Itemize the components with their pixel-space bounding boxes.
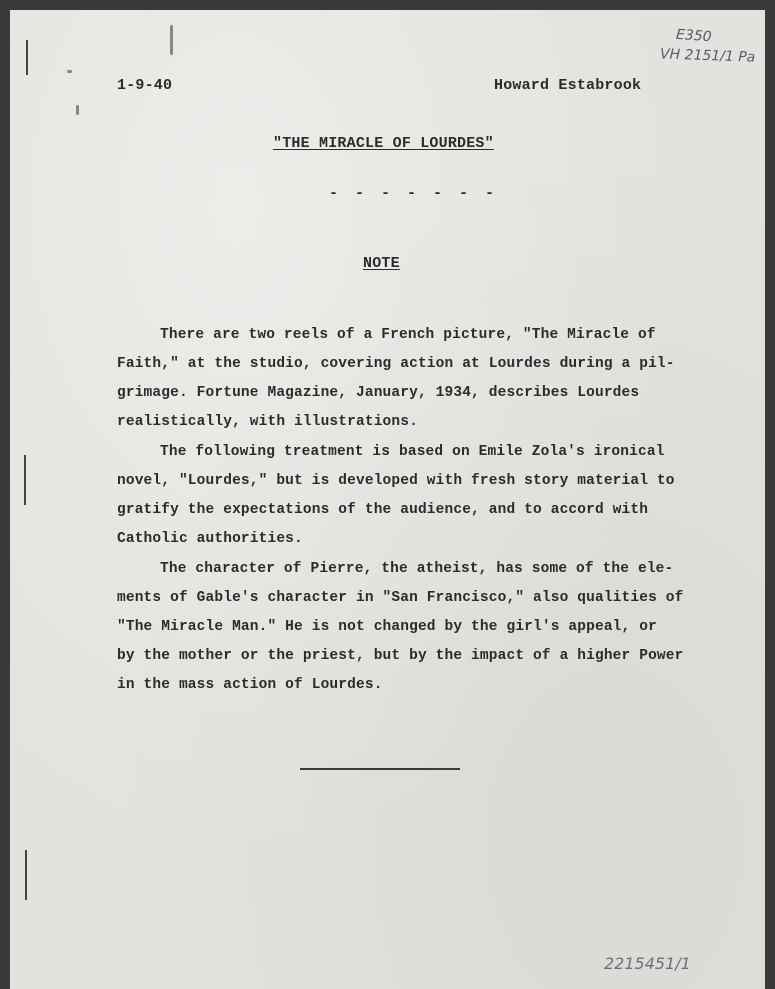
document-author: Howard Estabrook <box>494 77 642 94</box>
staple-mark-bottom <box>25 850 27 900</box>
archive-annotation: VH 2151/1 Pa <box>659 46 756 66</box>
archive-number: 2215451/1 <box>604 954 691 973</box>
body-line: Faith," at the studio, covering action at Lourdes during a pil- <box>117 356 675 372</box>
document-page <box>10 10 765 989</box>
body-line: in the mass action of Lourdes. <box>117 677 383 693</box>
section-heading: NOTE <box>363 255 400 272</box>
staple-mark-top <box>26 40 28 75</box>
margin-mark <box>170 25 173 55</box>
body-line: "The Miracle Man." He is not changed by the girl's appeal, or <box>117 619 657 635</box>
document-title: "THE MIRACLE OF LOURDES" <box>273 135 494 152</box>
body-line: ments of Gable's character in "San Francisco," also qualities of <box>117 590 684 606</box>
body-line: grimage. Fortune Magazine, January, 1934, describes Lourdes <box>117 385 640 401</box>
body-line: novel, "Lourdes," but is developed with fresh story material to <box>117 473 675 489</box>
body-line: The following treatment is based on Emile Zola's ironical <box>160 444 665 460</box>
body-line: by the mother or the priest, but by the impact of a higher Power <box>117 648 684 664</box>
staple-mark-middle <box>24 455 26 505</box>
body-line: There are two reels of a French picture, "The Miracle of <box>160 327 656 343</box>
body-line: gratify the expectations of the audience, and to accord with <box>117 502 649 518</box>
body-line: Catholic authorities. <box>117 531 303 547</box>
closing-rule <box>300 768 460 770</box>
body-line: realistically, with illustrations. <box>117 414 418 430</box>
body-line: The character of Pierre, the atheist, has some of the ele- <box>160 561 674 577</box>
archive-annotation: E350 <box>675 26 713 46</box>
title-separator: - - - - - - - <box>329 185 499 202</box>
margin-mark <box>67 70 72 73</box>
document-date: 1-9-40 <box>117 77 173 94</box>
margin-mark <box>76 105 79 115</box>
